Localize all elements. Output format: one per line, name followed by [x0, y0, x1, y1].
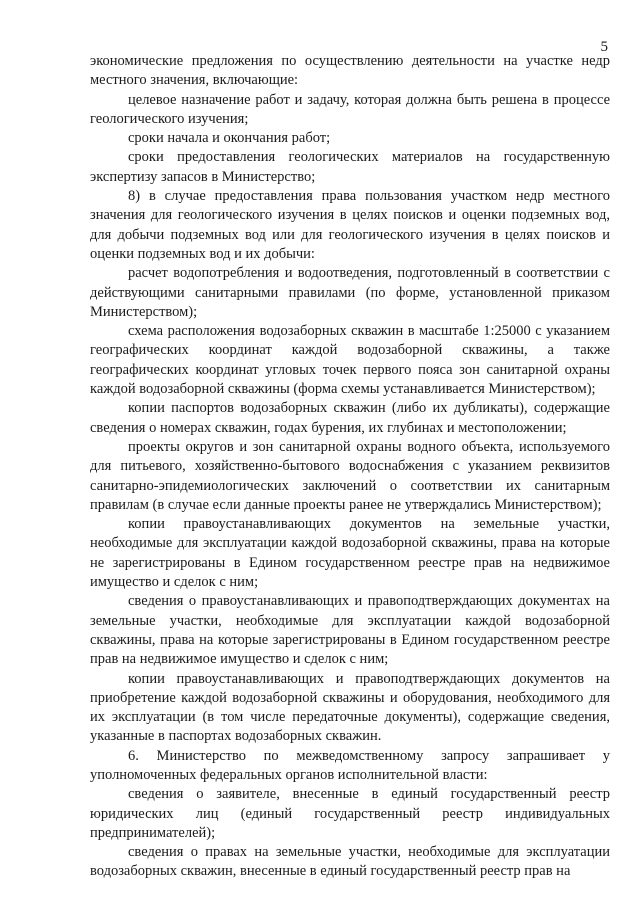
paragraph-wells-acquisition-documents: копии правоустанавливающих и правоподтверждающих документов на приобретение каждой водозаборной скважины и оборудования, необходимого для их эксплуатации (в том числе передаточные документы), содержащие сведения, указанные в паспортах водозаборных скважин. [90, 670, 610, 745]
paragraph-land-title-information: сведения о правоустанавливающих и правоподтверждающих документах на земельные участки, необходимые для эксплуатации каждой водозаборной скважины, права на которые зарегистрированы в Едином государственном реестре прав на недвижимое имущество и сделок с ним; [90, 593, 610, 668]
paragraph-wells-layout-scheme: схема расположения водозаборных скважин в масштабе 1:25000 с указанием географических координат каждой водозаборной скважины, а также географических координат угловых точек первого пояса зон санитарной охраны каждой водозаборной скважины (форма схемы устанавливается Министерством); [90, 323, 610, 398]
paragraph-item-6-interagency-request: 6. Министерство по межведомственному запросу запрашивает у уполномоченных федеральных органов исполнительной власти: [90, 747, 610, 783]
paragraph-economic-proposals: экономические предложения по осуществлению деятельности на участке недр местного значения, включающие: [90, 53, 610, 89]
paragraph-geological-materials-deadline: сроки предоставления геологических материалов на государственную экспертизу запасов в Министерство; [90, 149, 610, 185]
paragraph-work-dates: сроки начала и окончания работ; [128, 130, 331, 147]
paragraph-water-consumption-calculation: расчет водопотребления и водоотведения, подготовленный в соответствии с действующими санитарными правилами (по форме, установленной приказом Министерством); [90, 265, 610, 320]
paragraph-item-8: 8) в случае предоставления права пользования участком недр местного значения для геологического изучения в целях поисков и оценки подземных вод, для добычи подземных вод или для геологического изучения в целях поисков и оценки подземных вод и их добычи: [90, 188, 610, 262]
paragraph-sanitary-protection-projects: проекты округов и зон санитарной охраны водного объекта, используемого для питьевого, хозяйственно-бытового водоснабжения с указанием реквизитов санитарно-эпидемиологических заключений о соответствии их санитарным правилам (в случае если данные проекты ранее не утверждались Министерством); [90, 438, 610, 513]
paragraph-applicant-information: сведения о заявителе, внесенные в единый государственный реестр юридических лиц (единый государственный реестр индивидуальных предпринимателей); [90, 786, 610, 841]
paragraph-wells-passport-copies: копии паспортов водозаборных скважин (либо их дубликаты), содержащие сведения о номерах скважин, годах бурения, их глубинах и местоположении; [90, 400, 610, 436]
paragraph-land-rights-information: сведения о правах на земельные участки, необходимые для эксплуатации водозаборных скважин, внесенные в единый государственный реестр прав на [90, 844, 610, 880]
paragraph-land-title-copies: копии правоустанавливающих документов на земельные участки, необходимые для эксплуатации каждой водозаборной скважины, права на которые не зарегистрированы в Едином государственном реестре прав на недвижимое имущество и сделок с ним; [90, 516, 610, 591]
paragraph-work-purpose: целевое назначение работ и задачу, которая должна быть решена в процессе геологического изучения; [90, 91, 610, 127]
page-number: 5 [600, 39, 608, 55]
document-body [90, 52, 610, 882]
